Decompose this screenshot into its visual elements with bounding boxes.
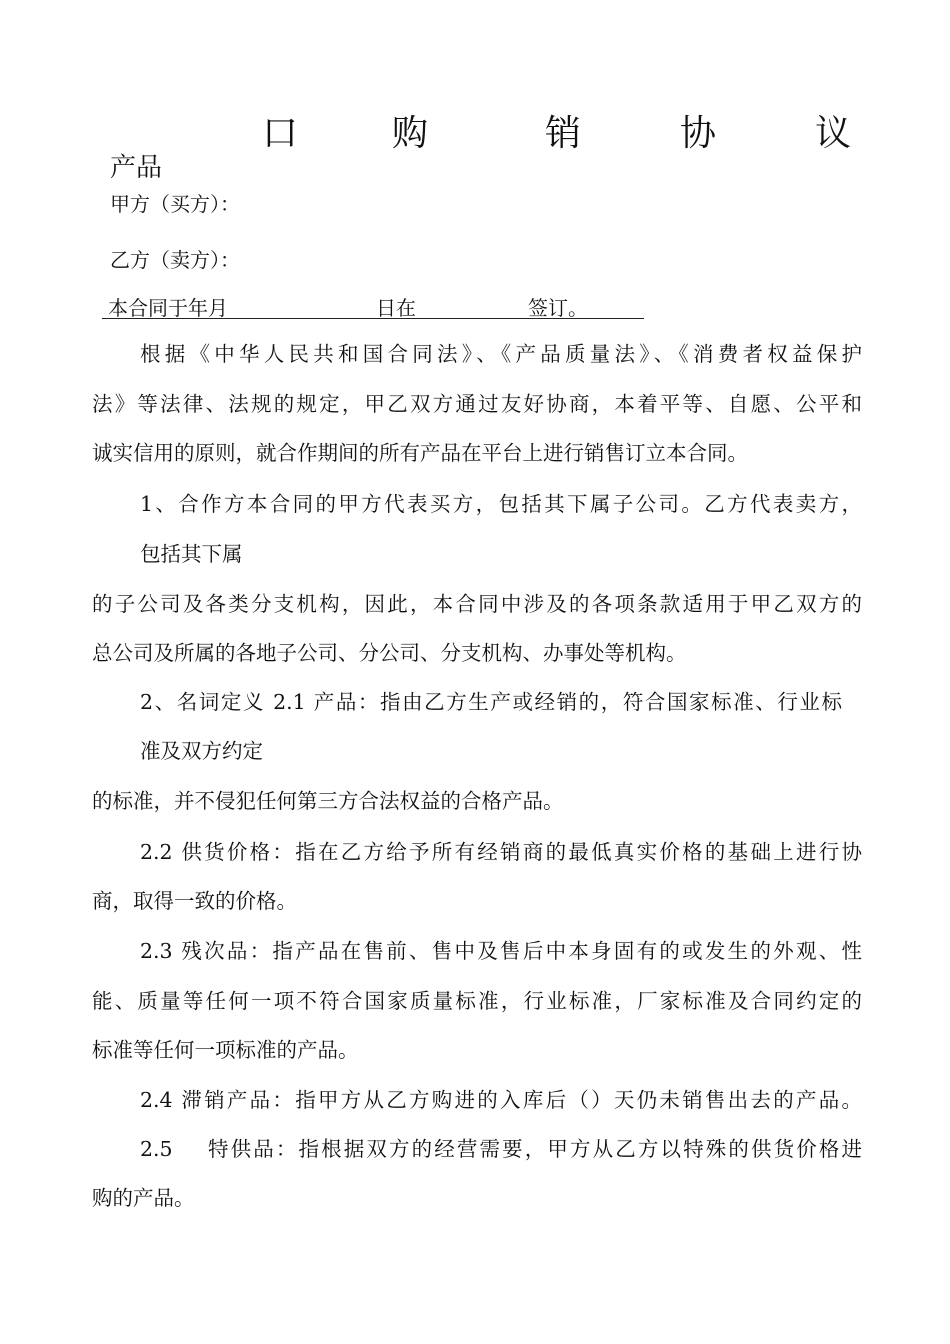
clause-2-5-line-2: 购的产品。 — [92, 1186, 195, 1210]
title-char-2: 购 — [392, 113, 429, 154]
clause-2-2-line-1: 2.2 供货价格：指在乙方给予所有经销商的最低真实价格的基础上进行协 — [140, 840, 862, 864]
clause-2-2-line-2: 商，取得一致的价格。 — [92, 889, 297, 913]
intro-line-3: 诚实信用的原则，就合作期间的所有产品在平台上进行销售订立本合同。 — [92, 441, 748, 465]
clause-2-5-number: 2.5 — [140, 1137, 173, 1161]
clause-1-line-3: 的子公司及各类分支机构，因此，本合同中涉及的各项条款适用于甲乙双方的 — [92, 592, 862, 616]
party-a-label: 甲方（买方）： — [110, 192, 240, 216]
title-char-4: 协 — [680, 113, 717, 154]
intro-line-1: 根据《中华人民共和国合同法》、《产品质量法》、《消费者权益保护 — [140, 342, 862, 366]
clause-1-line-1: 1、合作方本合同的甲方代表买方，包括其下属子公司。乙方代表卖方， — [140, 492, 862, 516]
sign-line-part1: 本合同于年月 — [108, 296, 228, 320]
clause-2-3-line-1: 2.3 残次品：指产品在售前、售中及售后中本身固有的或发生的外观、性 — [140, 939, 862, 963]
title-cut-text — [110, 150, 163, 183]
title-char-5: 议 — [815, 113, 852, 154]
clause-1-line-4: 总公司及所属的各地子公司、分公司、分支机构、办事处等机构。 — [92, 641, 687, 665]
title-char-1: 口 — [262, 113, 299, 154]
clause-2-line-2: 准及双方约定 — [140, 739, 263, 763]
clause-2-5-line-1: 特供品：指根据双方的经营需要，甲方从乙方以特殊的供货价格进 — [208, 1137, 862, 1161]
clause-1-line-2: 包括其下属 — [140, 542, 243, 566]
sign-underline — [102, 318, 644, 319]
sign-line-part2: 日在 — [376, 296, 416, 320]
clause-2-3-line-2: 能、质量等任何一项不符合国家质量标准，行业标准，厂家标准及合同约定的 — [92, 989, 862, 1013]
title-cut-label: 产品 — [110, 153, 163, 183]
clause-2-3-line-3: 标准等任何一项标准的产品。 — [92, 1038, 359, 1062]
title-char-3: 销 — [545, 113, 582, 154]
intro-line-2: 法》等法律、法规的规定，甲乙双方通过友好协商，本着平等、自愿、公平和 — [92, 392, 862, 416]
clause-2-line-1: 2、名词定义 2.1 产品：指由乙方生产或经销的，符合国家标准、行业标 — [140, 690, 842, 714]
clause-2-4-line-1: 2.4 滞销产品：指甲方从乙方购进的入库后（）天仍未销售出去的产品。 — [140, 1088, 862, 1112]
sign-line-part3: 签订。 — [528, 296, 588, 320]
clause-2-line-3: 的标准，并不侵犯任何第三方合法权益的合格产品。 — [92, 789, 564, 813]
party-b-label: 乙方（卖方）： — [110, 248, 240, 272]
